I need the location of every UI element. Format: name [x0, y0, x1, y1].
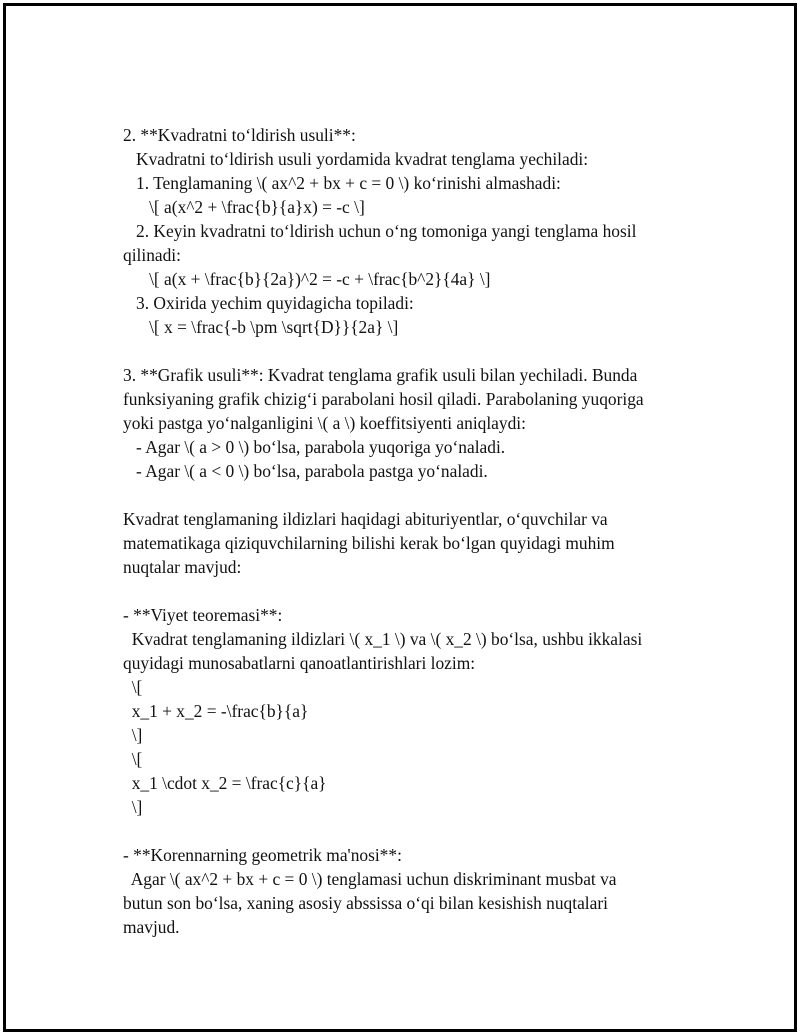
text-line: Kvadratni to‘ldirish usuli yordamida kvadrat tenglama yechiladi: [123, 149, 589, 169]
blank-line [123, 339, 703, 363]
text-line: \[ a(x^2 + \frac{b}{a}x) = -c \] [123, 197, 365, 217]
text-line: x_1 + x_2 = -\frac{b}{a} [123, 701, 309, 721]
text-line: 1. Tenglamaning \( ax^2 + bx + c = 0 \) ko‘rinishi almashadi: [123, 173, 561, 193]
blank-line [123, 819, 703, 843]
text-line: quyidagi munosabatlarni qanoatlantirishlari lozim: [123, 653, 476, 673]
text-line: Agar \( ax^2 + bx + c = 0 \) tenglamasi uchun diskriminant musbat va [123, 869, 617, 889]
text-line: \] [123, 725, 143, 745]
text-line: \] [123, 797, 143, 817]
text-line: \[ [123, 749, 143, 769]
text-line: mavjud. [123, 917, 180, 937]
text-line: 2. Keyin kvadratni to‘ldirish uchun o‘ng tomoniga yangi tenglama hosil [123, 221, 637, 241]
text-line: - **Korennarning geometrik ma'nosi**: [123, 845, 402, 865]
text-line: qilinadi: [123, 245, 181, 265]
text-line: \[ x = \frac{-b \pm \sqrt{D}}{2a} \] [123, 317, 399, 337]
text-line: nuqtalar mavjud: [123, 557, 242, 577]
text-line: 2. **Kvadratni to‘ldirish usuli**: [123, 125, 356, 145]
text-line: - Agar \( a > 0 \) bo‘lsa, parabola yuqoriga yo‘naladi. [123, 437, 506, 457]
blank-line [123, 579, 703, 603]
text-line: butun son bo‘lsa, xaning asosiy abssissa o‘qi bilan kesishish nuqtalari [123, 893, 608, 913]
text-line: - Agar \( a < 0 \) bo‘lsa, parabola pastga yo‘naladi. [123, 461, 488, 481]
text-line: Kvadrat tenglamaning ildizlari \( x_1 \) va \( x_2 \) bo‘lsa, ushbu ikkalasi [123, 629, 643, 649]
text-line: \[ a(x + \frac{b}{2a})^2 = -c + \frac{b^2}{4a} \] [123, 269, 491, 289]
text-line: Kvadrat tenglamaning ildizlari haqidagi abituriyentlar, o‘quvchilar va [123, 509, 608, 529]
text-line: 3. **Grafik usuli**: Kvadrat tenglama grafik usuli bilan yechiladi. Bunda [123, 365, 638, 385]
text-line: - **Viyet teoremasi**: [123, 605, 283, 625]
page-frame [3, 3, 797, 1032]
blank-line [123, 483, 703, 507]
text-line: 3. Oxirida yechim quyidagicha topiladi: [123, 293, 414, 313]
document-text [123, 123, 703, 939]
text-line: yoki pastga yo‘nalganligini \( a \) koeffitsiyenti aniqlaydi: [123, 413, 526, 433]
text-line: x_1 \cdot x_2 = \frac{c}{a} [123, 773, 327, 793]
text-line: matematikaga qiziquvchilarning bilishi kerak bo‘lgan quyidagi muhim [123, 533, 615, 553]
text-line: funksiyaning grafik chizig‘i parabolani hosil qiladi. Parabolaning yuqoriga [123, 389, 644, 409]
text-line: \[ [123, 677, 143, 697]
